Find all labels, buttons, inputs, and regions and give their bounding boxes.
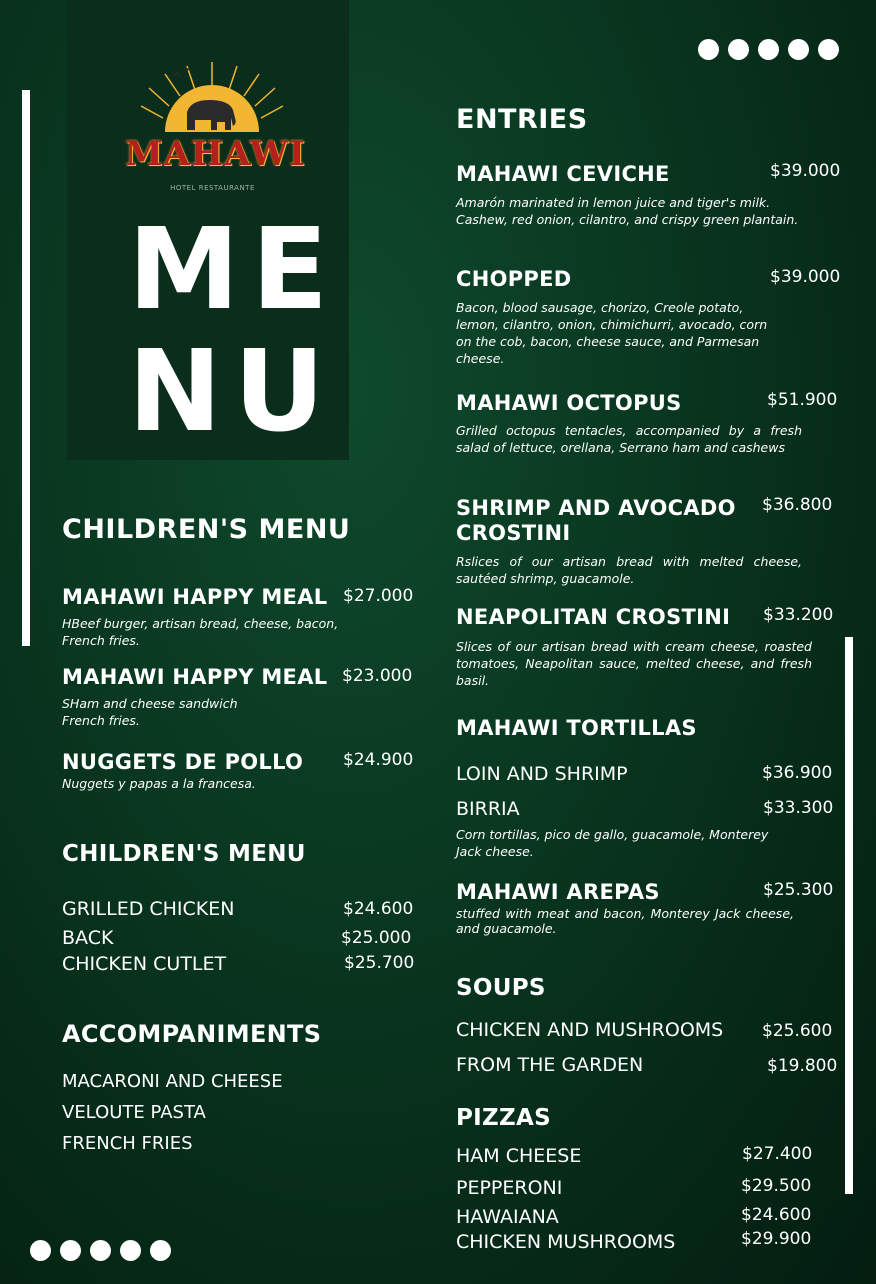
dot-icon [758, 39, 779, 60]
children2-item-name: CHICKEN CUTLET [62, 953, 227, 975]
bottom-dots [30, 1240, 171, 1261]
entry-name: MAHAWI CEVICHE [456, 162, 670, 186]
entry-desc: Bacon, blood sausage, chorizo, Creole potato, lemon, cilantro, onion, chimichurri, avocado, corn on the cob, bacon, cheese sauce, and Parmesan cheese. [456, 300, 768, 366]
children-item-price: $24.900 [343, 750, 414, 770]
entry-name: CHOPPED [456, 267, 572, 291]
entry-desc: Slices of our artisan bread with cream cheese, roasted tomatoes, Neapolitan sauce, melted cheese, and fresh basil. [456, 639, 812, 688]
children-item-price: $27.000 [343, 586, 414, 606]
pizza-price: $24.600 [741, 1205, 812, 1225]
children2-item-name: BACK [62, 927, 114, 949]
arepas-price: $25.300 [763, 880, 834, 900]
entry-price: $39.000 [770, 161, 841, 181]
dot-icon [120, 1240, 141, 1261]
entry-name: SHRIMP AND AVOCADO CROSTINI [456, 496, 736, 545]
children-item-desc: HBeef burger, artisan bread, cheese, bacon, French fries. [62, 616, 339, 648]
soups-heading: SOUPS [456, 975, 546, 1001]
tortilla-name: BIRRIA [456, 798, 520, 820]
children2-item-price: $24.600 [343, 899, 414, 919]
tortilla-price: $33.300 [763, 798, 834, 818]
entry-name: NEAPOLITAN CROSTINI [456, 605, 731, 629]
dot-icon [698, 39, 719, 60]
tortillas-desc: Corn tortillas, pico de gallo, guacamole, Monterey Jack cheese. [456, 827, 769, 859]
entry-desc: Grilled octopus tentacles, accompanied by a fresh salad of lettuce, orellana, Serrano ham and cashews [456, 423, 802, 455]
dot-icon [728, 39, 749, 60]
pizza-price: $29.900 [741, 1229, 812, 1249]
children-item-name: MAHAWI HAPPY MEAL [62, 585, 328, 609]
soup-name: FROM THE GARDEN [456, 1054, 644, 1076]
arepas-name: MAHAWI AREPAS [456, 880, 660, 904]
arepas-desc: stuffed with meat and bacon, Monterey Jack cheese, and guacamole. [456, 906, 794, 936]
dot-icon [150, 1240, 171, 1261]
accompaniments-heading: ACCOMPANIMENTS [62, 1020, 322, 1048]
left-accent-bar [22, 90, 30, 646]
pizza-price: $29.500 [741, 1176, 812, 1196]
entry-price: $36.800 [762, 495, 833, 515]
accompaniment-item: MACARONI AND CHEESE [62, 1071, 283, 1092]
children-item-desc: SHam and cheese sandwich French fries. [62, 696, 238, 728]
pizza-name: CHICKEN MUSHROOMS [456, 1231, 676, 1253]
entry-price: $33.200 [763, 605, 834, 625]
entries-heading: ENTRIES [456, 104, 588, 135]
brand-logo [125, 60, 306, 195]
pizza-name: PEPPERONI [456, 1177, 563, 1199]
dot-icon [90, 1240, 111, 1261]
dot-icon [30, 1240, 51, 1261]
right-accent-bar [845, 637, 853, 1194]
children-item-desc: Nuggets y papas a la francesa. [62, 776, 256, 791]
children2-item-price: $25.000 [341, 928, 412, 948]
entry-desc: Amarón marinated in lemon juice and tiger's milk. Cashew, red onion, cilantro, and crispy green plantain. [456, 195, 799, 227]
tortillas-heading: MAHAWI TORTILLAS [456, 716, 697, 740]
brand-name: MAHAWI [125, 134, 306, 174]
brand-tagline: HOTEL RESTAURANTE [170, 184, 255, 192]
entry-price: $39.000 [770, 267, 841, 287]
elephant-sunrise-icon [125, 60, 306, 195]
menu-title-line1: ME [128, 205, 340, 335]
accompaniment-item: VELOUTE PASTA [62, 1102, 206, 1123]
children-heading: CHILDREN'S MENU [62, 514, 351, 545]
pizza-name: HAM CHEESE [456, 1145, 582, 1167]
entry-name: MAHAWI OCTOPUS [456, 391, 682, 415]
top-dots [698, 39, 839, 60]
accompaniment-item: FRENCH FRIES [62, 1133, 193, 1154]
soup-name: CHICKEN AND MUSHROOMS [456, 1019, 724, 1041]
entry-desc: Rslices of our artisan bread with melted cheese, sautéed shrimp, guacamole. [456, 554, 802, 586]
children-item-name: MAHAWI HAPPY MEAL [62, 665, 328, 689]
children2-item-name: GRILLED CHICKEN [62, 898, 235, 920]
menu-title-line2: NU [128, 327, 337, 457]
tortilla-name: LOIN AND SHRIMP [456, 763, 628, 785]
dot-icon [788, 39, 809, 60]
soup-price: $25.600 [762, 1021, 833, 1041]
soup-price: $19.800 [767, 1056, 838, 1076]
pizza-price: $27.400 [742, 1144, 813, 1164]
dot-icon [818, 39, 839, 60]
pizzas-heading: PIZZAS [456, 1105, 551, 1131]
children2-item-price: $25.700 [344, 953, 415, 973]
dot-icon [60, 1240, 81, 1261]
children-item-name: NUGGETS DE POLLO [62, 750, 304, 774]
tortilla-price: $36.900 [762, 763, 833, 783]
entry-price: $51.900 [767, 390, 838, 410]
pizza-name: HAWAIANA [456, 1206, 559, 1228]
children-item-price: $23.000 [342, 666, 413, 686]
children2-heading: CHILDREN'S MENU [62, 841, 306, 867]
